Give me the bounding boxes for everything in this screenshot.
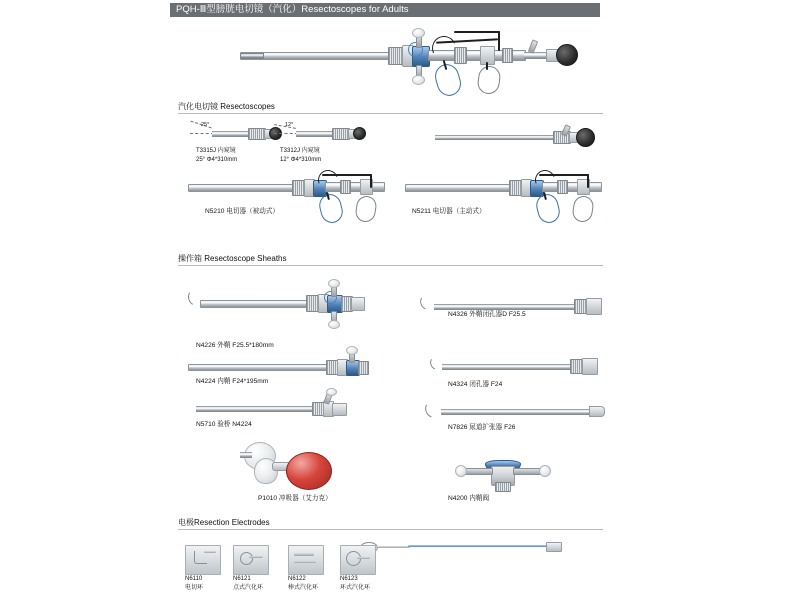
telescope-1-spec: 25° Φ4*310mm bbox=[196, 157, 238, 163]
n6122-label: 棒式汽化环 bbox=[288, 585, 319, 591]
working-element-n5210-figure bbox=[188, 168, 388, 230]
n6123-code: N6123 bbox=[340, 576, 358, 582]
working-element-n5211-figure bbox=[405, 168, 605, 230]
section-divider-1 bbox=[178, 113, 603, 114]
long-telescope-figure bbox=[435, 124, 610, 150]
electrode-n6121-figure bbox=[233, 545, 267, 573]
electrode-n6110-figure bbox=[185, 545, 219, 573]
telescope-t3315j-figure bbox=[188, 122, 280, 144]
n5211-caption: N5211 电切器（主动式） bbox=[412, 208, 486, 215]
telescope-1-code: T3315J 内窥镜 bbox=[196, 148, 236, 154]
n4226-caption: N4226 外鞘 F25.5*180mm bbox=[196, 342, 274, 349]
electrode-n6123-figure bbox=[340, 545, 374, 573]
n5210-caption: N5210 电切器（被动式） bbox=[205, 208, 280, 215]
telescope-2-spec: 12° Φ4*310mm bbox=[280, 157, 322, 163]
n6121-code: N6121 bbox=[233, 576, 251, 582]
n6123-label: 环式汽化环 bbox=[340, 585, 371, 591]
section-divider-3 bbox=[178, 529, 603, 530]
page-title: PQH-Ⅲ型膀胱电切镜（汽化）Resectoscopes for Adults bbox=[170, 3, 600, 17]
complete-resectoscope-assembly bbox=[240, 22, 710, 94]
dilator-n7826-figure bbox=[425, 396, 610, 422]
electrode-wire-figure bbox=[360, 540, 600, 556]
section-title-sheaths: 操作箱 Resectoscope Sheaths bbox=[178, 254, 287, 263]
sheath-n4224-figure bbox=[188, 348, 378, 382]
n4224-caption: N4224 内鞘 F24*195mm bbox=[196, 378, 269, 385]
sheath-n4226-figure bbox=[188, 282, 378, 332]
valve-n4200-figure bbox=[455, 452, 565, 492]
n6110-code: N6110 bbox=[185, 576, 203, 582]
n4200-caption: N4200 内鞘阀 bbox=[448, 495, 490, 502]
telescope-t3312j-figure bbox=[272, 122, 364, 144]
p1010-caption: P1010 冲吸器（艾力克） bbox=[258, 495, 332, 502]
obturator-n4324-figure bbox=[430, 352, 610, 380]
n4326-caption: N4326 外鞘闭孔器D F25.5 bbox=[448, 311, 526, 318]
evacuator-p1010-figure bbox=[240, 440, 370, 492]
section-title-resectoscopes: 汽化电切镜 Resectoscopes bbox=[178, 102, 275, 111]
n6110-label: 电切环 bbox=[185, 585, 204, 591]
n6122-code: N6122 bbox=[288, 576, 306, 582]
telescope-angle-label-2: 12° bbox=[285, 122, 294, 128]
telescope-angle-label-1: 25° bbox=[201, 122, 210, 128]
telescope-2-code: T3312J 内窥镜 bbox=[280, 148, 320, 154]
n5710-caption: N5710 验桥 N4224 bbox=[196, 421, 252, 428]
n6121-label: 点式汽化环 bbox=[233, 585, 264, 591]
n4324-caption: N4324 闭孔器 F24 bbox=[448, 381, 503, 388]
bridge-n5710-figure bbox=[196, 392, 371, 422]
section-title-electrodes: 电极Resection Electrodes bbox=[178, 518, 270, 527]
n7826-caption: N7826 尿道扩张器 F26 bbox=[448, 424, 516, 431]
electrode-n6122-figure bbox=[288, 545, 322, 573]
section-divider-2 bbox=[178, 265, 603, 266]
